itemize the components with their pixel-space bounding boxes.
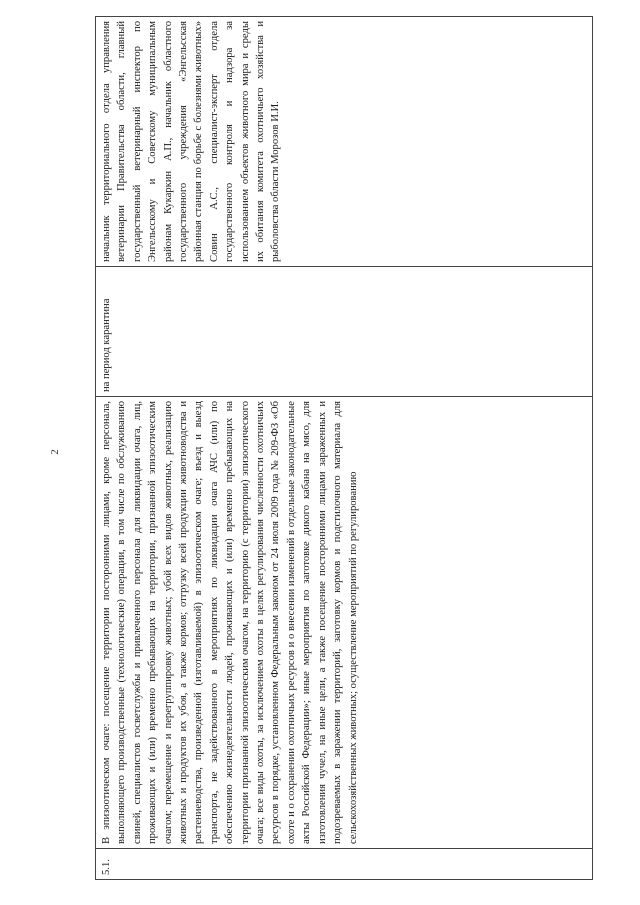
measures-table [95, 16, 593, 880]
period-text: на период карантина [101, 298, 112, 392]
row-number: 5.1. [101, 859, 112, 875]
responsible-text: начальник территориального отдела управления ветеринарии Правительства области, главный государственный ветеринарный инспектор по Энгельсскому и Советскому муниципальным районам Кукаркин А.П., начальник областного государственного учреждения «Энгельсская районная станция по борьбе с болезнями животных» Совин А.С., специалист-эксперт отдела государственного контроля и надзора за использованием объектов животного мира и среды их обитания комитета охотничьего хозяйства и рыболовства области Морозов И.И. [101, 21, 282, 262]
responsible-cell [96, 17, 593, 267]
measure-cell [96, 397, 593, 849]
rotated-page-content [95, 16, 593, 880]
measure-text: В эпизоотическом очаге: посещение территории посторонними лицами, кроме персонала, выполняющего производственные (технологические) операции, в том числе по обслуживанию свиней, специалистов госветслужбы и привлеченного персонала для ликвидации очага, лиц, проживающих и (или) временно пребывающих на территории, признанной эпизоотическим очагом; перемещение и перегруппировку животных; убой всех видов животных, реализацию животных и продуктов их убоя, а также кормов; отгрузку всей продукции животноводства и растениеводства, произведенной (изготавливаемой) в эпизоотическом очаге; въезд и выезд транспорта, не задействованного в мероприятиях по ликвидации очага АЧС (или) по обеспечению жизнедеятельности людей, проживающих и (или) временно пребывающих на территории признанной эпизоотическим очагом, на территорию (с территории) эпизоотического очага; все виды охоты, за исключением охоты в целях регулирования численности охотничьих ресурсов в порядке, установленном Федеральным законом от 24 июля 2009 года № 209-ФЗ «Об охоте и о сохранении охотничьих ресурсов и о внесении изменений в отдельные законодательные акты Российской Федерации»; иные мероприятия по заготовке дикого кабана на мясо, для изготовления чучел, на иные цели, а также посещение посторонними лицами зараженных и подозреваемых в заражении территорий, заготовку кормов и подстилочного материала для сельскохозяйственных животных; осуществление мероприятий по регулированию [101, 401, 359, 844]
page-number: 2 [49, 449, 61, 455]
table-row [96, 17, 593, 880]
row-number-cell [96, 849, 593, 880]
period-cell [96, 267, 593, 397]
